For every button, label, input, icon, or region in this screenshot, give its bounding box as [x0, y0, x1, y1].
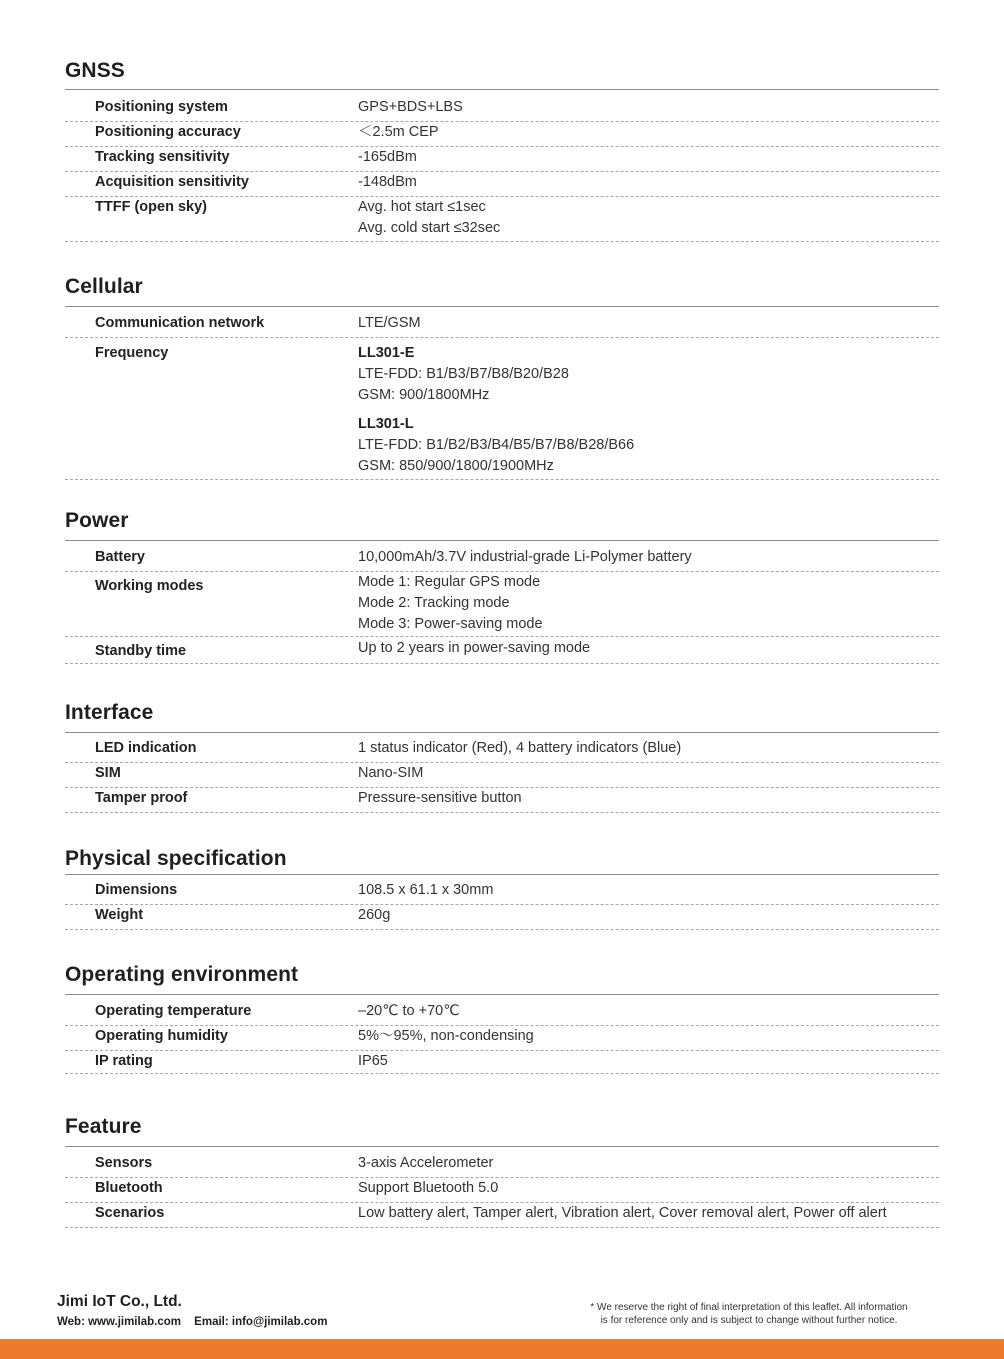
- spec-value: Up to 2 years in power-saving mode: [358, 640, 591, 656]
- accent-bar: [0, 1339, 1004, 1359]
- section-divider: [65, 1146, 939, 1147]
- spec-label: Operating temperature: [95, 1003, 252, 1019]
- row-divider: [65, 663, 939, 664]
- section-title-cellular: Cellular: [65, 275, 143, 298]
- spec-value: GPS+BDS+LBS: [358, 99, 463, 115]
- section-divider: [65, 89, 939, 90]
- spec-label: SIM: [95, 765, 121, 781]
- spec-label: Operating humidity: [95, 1028, 228, 1044]
- section-divider: [65, 994, 939, 995]
- spec-label: Dimensions: [95, 882, 178, 898]
- spec-value: Pressure-sensitive button: [358, 790, 522, 806]
- spec-label: Battery: [95, 549, 145, 565]
- spec-value: LTE/GSM: [358, 315, 421, 331]
- section-divider: [65, 874, 939, 875]
- spec-label: Acquisition sensitivity: [95, 174, 249, 190]
- spec-label: Working modes: [95, 578, 204, 594]
- spec-value: 3-axis Accelerometer: [358, 1155, 494, 1171]
- spec-value: 260g: [358, 907, 391, 923]
- model-title-ll301-e: LL301-E: [358, 345, 415, 361]
- spec-value: LL301-E LTE-FDD: B1/B3/B7/B8/B20/B28 GSM: 900/1800MHz LL301-L LTE-FDD: B1/B2/B3/B4/B5/B7/B8/B28/B66 GSM: 850/900/1800/1900MHz: [358, 343, 938, 477]
- section-title-power: Power: [65, 509, 129, 532]
- spec-label: Positioning accuracy: [95, 124, 241, 140]
- spec-label: TTFF (open sky): [95, 199, 207, 215]
- spec-value: IP65: [358, 1053, 388, 1069]
- section-divider: [65, 306, 939, 307]
- footer-email-link[interactable]: Email: info@jimilab.com: [194, 1316, 328, 1328]
- footer-company-name: Jimi IoT Co., Ltd.: [57, 1293, 182, 1310]
- row-divider: [65, 1227, 939, 1228]
- spec-value: 5%～95%, non-condensing: [358, 1028, 534, 1044]
- spec-value: Support Bluetooth 5.0: [358, 1180, 499, 1196]
- row-divider: [65, 337, 939, 338]
- spec-label: IP rating: [95, 1053, 153, 1069]
- spec-label: Scenarios: [95, 1205, 165, 1221]
- row-divider: [65, 929, 939, 930]
- spec-label: Tracking sensitivity: [95, 149, 230, 165]
- footer-disclaimer: * We reserve the right of final interpretation of this leaflet. All information is for reference only and is subject to change without further notice.: [590, 1302, 908, 1326]
- spec-label: Frequency: [95, 345, 169, 361]
- row-divider: [65, 812, 939, 813]
- row-divider: [65, 479, 939, 480]
- footer-contact: [57, 1316, 337, 1328]
- spec-value: ＜2.5m CEP: [358, 124, 439, 140]
- section-title-gnss: GNSS: [65, 59, 125, 82]
- spec-label: Sensors: [95, 1155, 153, 1171]
- spec-label: Communication network: [95, 315, 265, 331]
- model-title-ll301-l: LL301-L: [358, 416, 414, 432]
- section-title-feature: Feature: [65, 1115, 142, 1138]
- row-divider: [65, 636, 939, 637]
- spec-value: -165dBm: [358, 149, 417, 165]
- spec-value: -148dBm: [358, 174, 417, 190]
- spec-value: 10,000mAh/3.7V industrial-grade Li-Polymer battery: [358, 549, 692, 565]
- row-divider: [65, 1073, 939, 1074]
- spec-label: Positioning system: [95, 99, 228, 115]
- spec-value: Avg. hot start ≤1sec Avg. cold start ≤32sec: [358, 199, 501, 236]
- spec-value: Mode 1: Regular GPS mode Mode 2: Tracking mode Mode 3: Power-saving mode: [358, 574, 543, 632]
- spec-label: Standby time: [95, 643, 187, 659]
- row-divider: [65, 241, 939, 242]
- spec-label: Tamper proof: [95, 790, 188, 806]
- spec-value: 1 status indicator (Red), 4 battery indicators (Blue): [358, 740, 682, 756]
- spec-value: Nano-SIM: [358, 765, 424, 781]
- section-title-interface: Interface: [65, 701, 154, 724]
- section-title-operating-environment: Operating environment: [65, 963, 299, 986]
- section-title-physical-specification: Physical specification: [65, 847, 287, 870]
- spec-value: Low battery alert, Tamper alert, Vibration alert, Cover removal alert, Power off alert: [358, 1205, 887, 1221]
- spec-label: Weight: [95, 907, 144, 923]
- spec-label: LED indication: [95, 740, 197, 756]
- spec-label: Bluetooth: [95, 1180, 163, 1196]
- spec-value: 108.5 x 61.1 x 30mm: [358, 882, 494, 898]
- section-divider: [65, 732, 939, 733]
- footer-web-link[interactable]: Web: www.jimilab.com: [57, 1316, 181, 1328]
- section-divider: [65, 540, 939, 541]
- spec-value: –20℃ to +70℃: [358, 1003, 460, 1019]
